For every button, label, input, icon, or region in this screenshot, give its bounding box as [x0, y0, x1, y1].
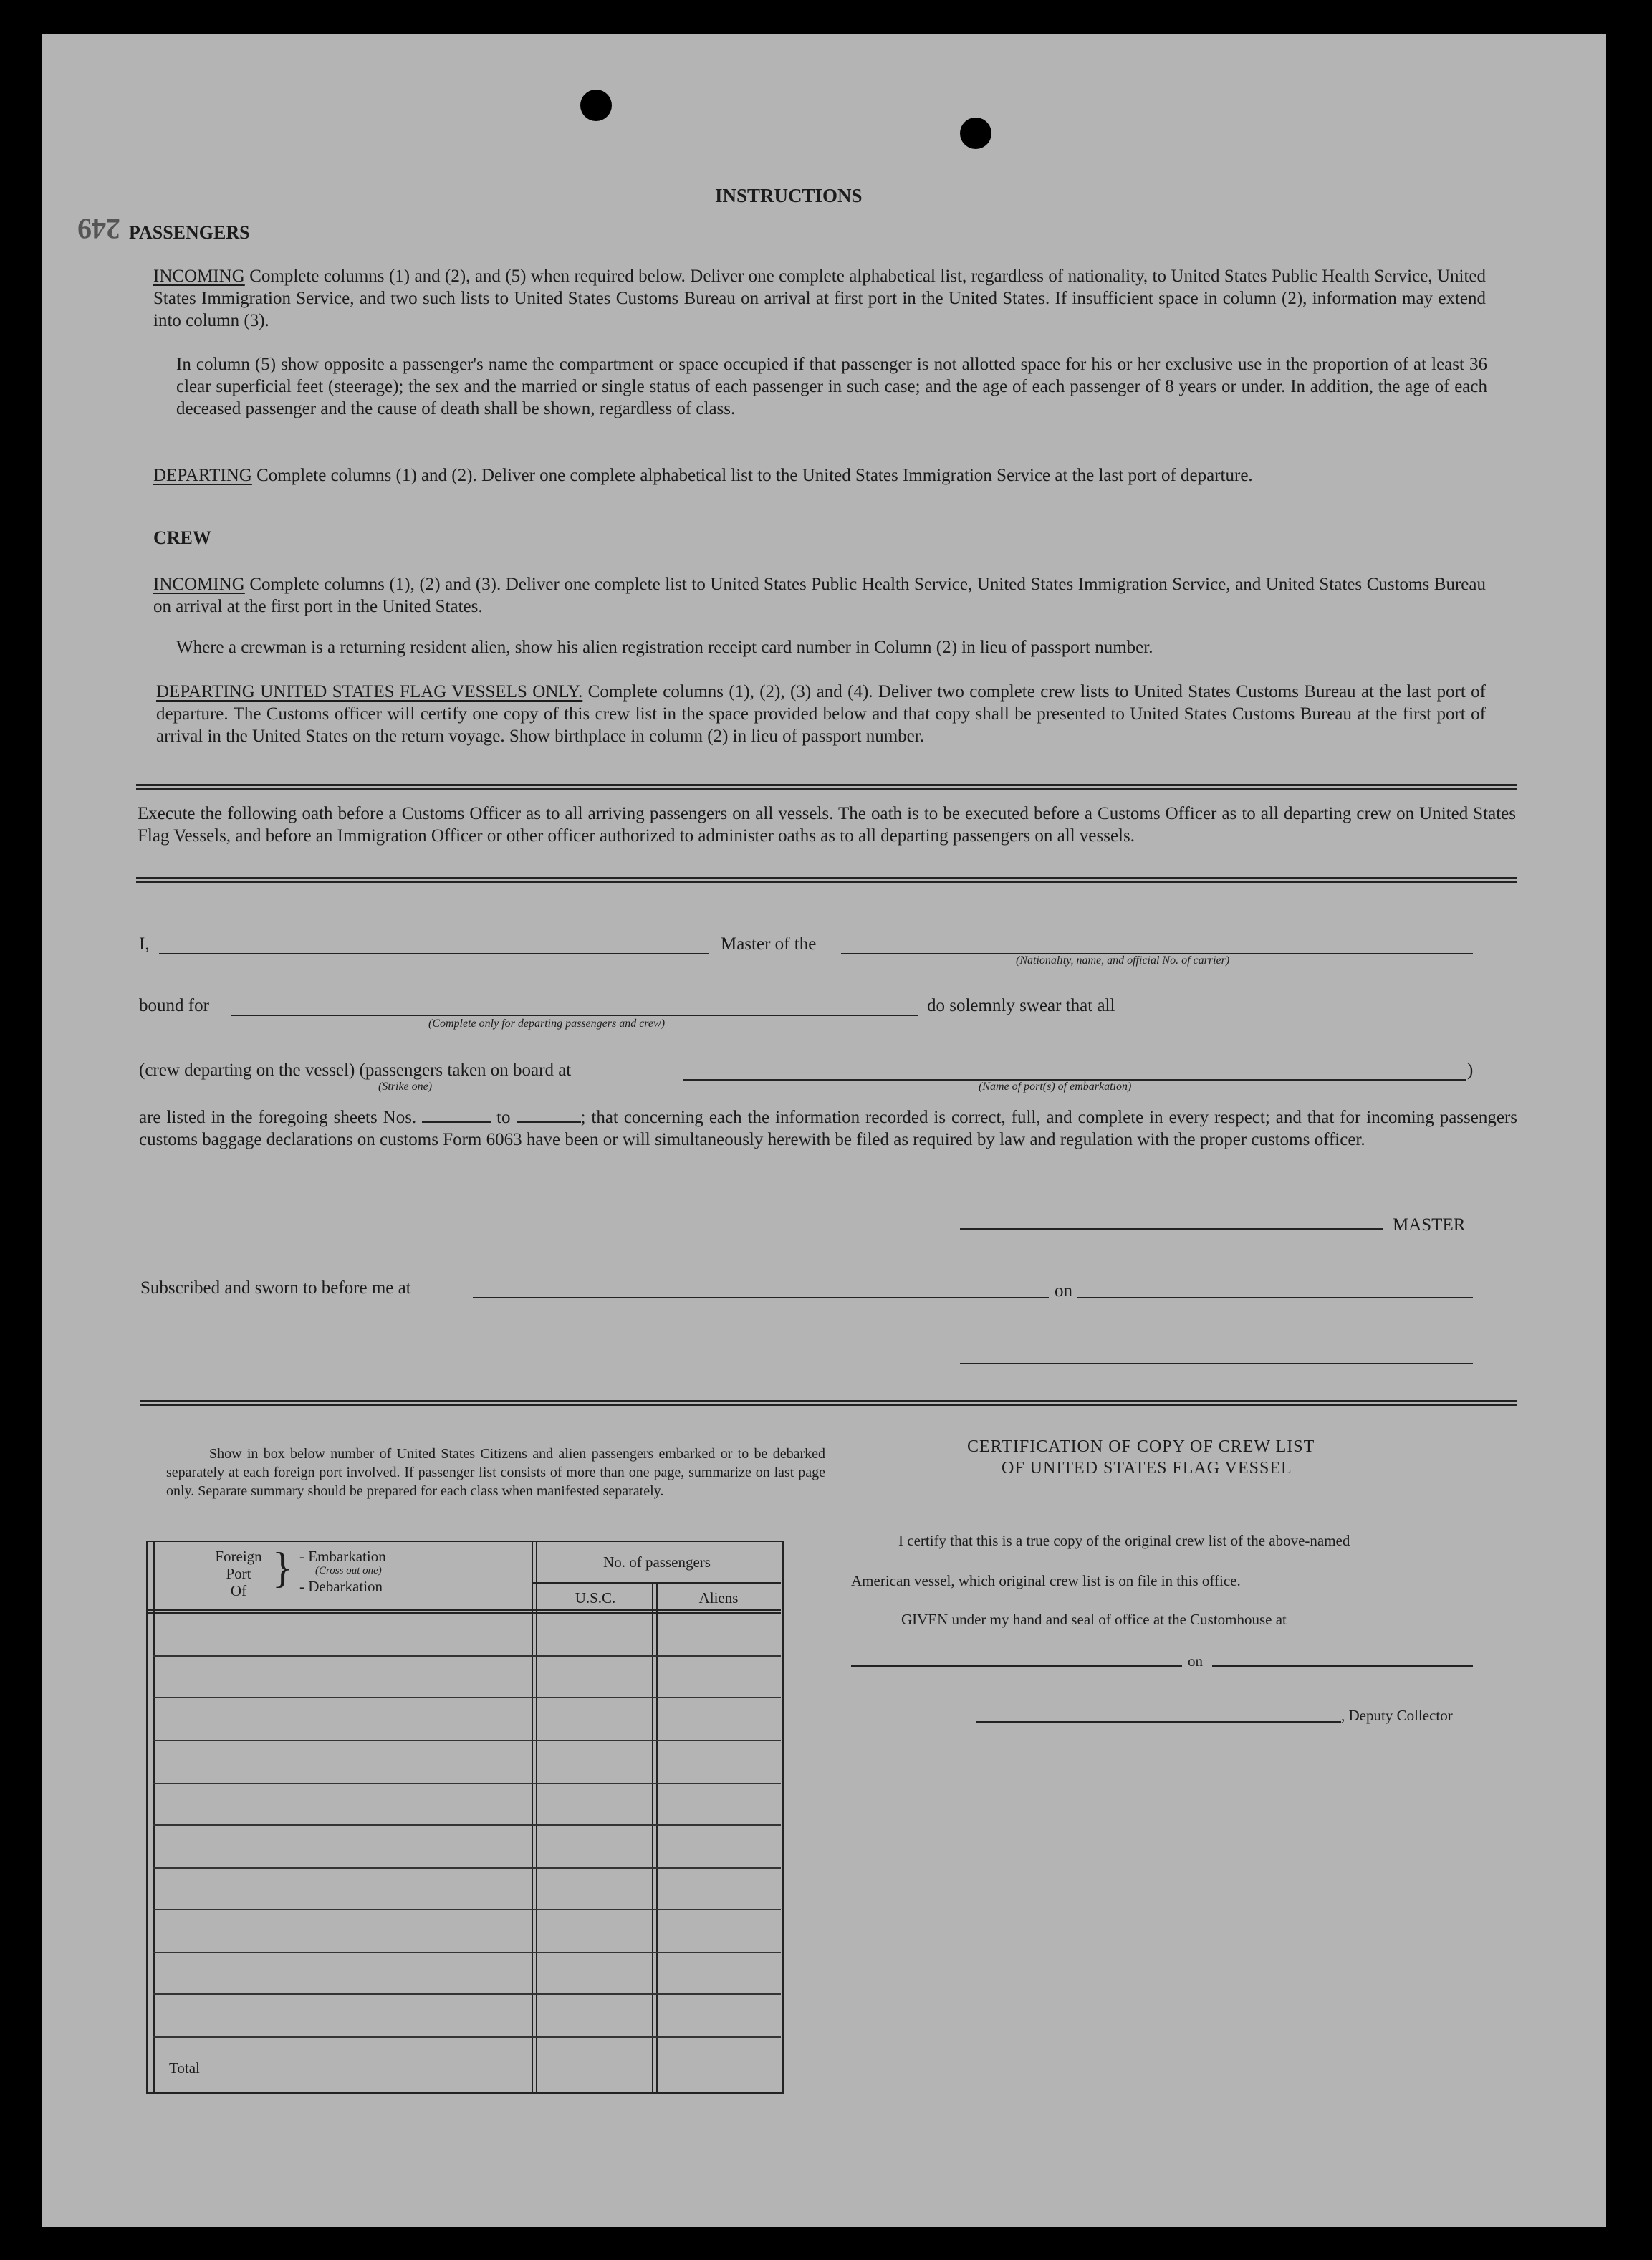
crew-departing-paragraph	[156, 681, 1486, 747]
table-row[interactable]	[153, 1697, 781, 1698]
crew-incoming-paragraph	[153, 573, 1486, 618]
subscribed-label: Subscribed and sworn to before me at	[140, 1278, 411, 1298]
oath-intro: Execute the following oath before a Customs Officer as to all arriving passengers on all vessels. The oath is to be executed before a Customs Officer as to all departing crew on United States Flag Vessels, and before an Immigration Officer or other officer authorized to administer oaths as to all departing passengers on all vessels.	[138, 804, 1516, 846]
strike-one-caption: (Strike one)	[378, 1081, 433, 1093]
passengers-incoming-label: INCOMING	[153, 267, 245, 286]
summary-instructions: Show in box below number of United States Citizens and alien passengers embarked or to be debarked separately at each foreign port involved. If passenger list consists of more than one page, summarize on last page only. Separate summary should be prepared for each class when manifested separately.	[166, 1446, 825, 1499]
subscribed-date-line	[1077, 1297, 1473, 1298]
bound-caption: (Complete only for departing passengers and crew)	[428, 1018, 666, 1030]
given-text: GIVEN under my hand and seal of office at the Customhouse at	[901, 1611, 1287, 1628]
master-signature-line	[960, 1228, 1383, 1230]
handwritten-number: 249	[77, 213, 120, 245]
document-page	[42, 34, 1606, 2227]
table-row[interactable]	[153, 1783, 781, 1784]
table-row[interactable]	[153, 1655, 781, 1657]
deputy-signature-line	[976, 1721, 1341, 1723]
table-row[interactable]	[153, 1867, 781, 1869]
master-name-line	[159, 953, 709, 954]
divider-top	[136, 784, 1517, 790]
embarkation-label: - Embarkation	[299, 1548, 386, 1565]
passengers-incoming-paragraph	[153, 265, 1486, 332]
of-word: Of	[230, 1582, 247, 1599]
table-row[interactable]	[153, 2036, 781, 2038]
table-row[interactable]	[153, 1952, 781, 1953]
certification-title-2: OF UNITED STATES FLAG VESSEL	[1002, 1459, 1292, 1478]
bound-for-line	[231, 1015, 918, 1016]
oath-i-label: I,	[139, 934, 150, 954]
aliens-header: Aliens	[698, 1589, 739, 1607]
passengers-heading: PASSENGERS	[129, 222, 250, 243]
deputy-collector-label: , Deputy Collector	[1341, 1707, 1453, 1724]
table-row[interactable]	[153, 1824, 781, 1826]
oath-crew-passengers: (crew departing on the vessel) (passengers taken on board at	[139, 1060, 572, 1080]
passengers-departing-paragraph	[153, 464, 1486, 487]
column5-paragraph: In column (5) show opposite a passenger's name the compartment or space occupied if that passenger is not allotted space for his or her exclusive use in the proportion of at least 36 clear superficial feet (steerage); the sex and the married or single status of each passenger in such case; and the age of each passenger of 8 years or under. In addition, the age of each deceased passenger and the cause of death shall be shown, regardless of class.	[176, 355, 1487, 418]
page-title: INSTRUCTIONS	[715, 185, 863, 206]
certification-on: on	[1188, 1652, 1203, 1670]
crew-departing-text: Complete columns (1), (2), (3) and (4). Deliver two complete crew lists to United States Customs Bureau at the last port of departure. The Customs officer will certify one copy of this crew list in the space provided below and that copy shall be presented to United States Customs Bureau at the first port of arrival in the United States on the return voyage. Show birthplace in column (2) in lieu of passport number.	[156, 682, 1487, 746]
punch-hole-left	[580, 90, 612, 121]
oath-to: to	[496, 1108, 511, 1127]
certification-title-1: CERTIFICATION OF COPY OF CREW LIST	[967, 1437, 1315, 1456]
oath-bound-for: bound for	[139, 996, 209, 1015]
summary-table-rows	[146, 1541, 784, 2094]
cross-out-caption: (Cross out one)	[315, 1565, 382, 1576]
divider-bottom	[140, 1400, 1517, 1406]
debarkation-label: - Debarkation	[299, 1578, 383, 1595]
crew-incoming-label: INCOMING	[153, 575, 245, 594]
no-of-passengers-header: No. of passengers	[603, 1553, 711, 1571]
foreign-word: Foreign	[215, 1548, 262, 1565]
certify-text: I certify that this is a true copy of the original crew list of the above-named	[898, 1532, 1350, 1549]
carrier-caption: (Nationality, name, and official No. of carrier)	[1016, 954, 1230, 967]
american-text: American vessel, which original crew list is on file in this office.	[851, 1572, 1241, 1589]
passengers-departing-text: Complete columns (1) and (2). Deliver one complete alphabetical list to the United States Immigration Service at the last port of departure.	[256, 466, 1253, 485]
certification-date-line	[1212, 1665, 1473, 1667]
punch-hole-right	[960, 118, 991, 149]
total-label: Total	[169, 2059, 200, 2077]
subscribed-place-line	[473, 1297, 1049, 1298]
officer-signature-line	[960, 1363, 1473, 1364]
passengers-departing-label: DEPARTING	[153, 466, 252, 485]
oath-listed-paragraph	[139, 1106, 1517, 1151]
table-row[interactable]	[153, 1909, 781, 1910]
oath-swear: do solemnly swear that all	[927, 996, 1115, 1015]
passengers-incoming-text: Complete columns (1) and (2), and (5) when required below. Deliver one complete alphabetical list, regardless of nationality, to United States Public Health Service, United States Immigration Service, and two such lists to United States Customs Bureau on arrival at first port in the United States. If insufficient space in column (2), information may extend into column (3).	[153, 267, 1487, 330]
oath-listed-prefix: are listed in the foregoing sheets Nos.	[139, 1108, 417, 1127]
foreign-port-label	[213, 1548, 264, 1599]
crew-incoming-text: Complete columns (1), (2) and (3). Deliver one complete list to United States Public Health Service, United States Immigration Service, and United States Customs Bureau on arrival at the first port in the United States.	[153, 575, 1486, 616]
table-row[interactable]	[153, 1740, 781, 1741]
oath-master-of: Master of the	[721, 934, 817, 954]
customhouse-line	[851, 1665, 1182, 1667]
table-row[interactable]	[153, 1993, 781, 1995]
divider-oath	[136, 877, 1517, 883]
master-label: MASTER	[1393, 1215, 1466, 1235]
close-paren: )	[1467, 1060, 1474, 1080]
brace: }	[272, 1544, 293, 1591]
crew-departing-label: DEPARTING UNITED STATES FLAG VESSELS ONLY.	[156, 682, 583, 702]
subscribed-on: on	[1055, 1281, 1072, 1301]
usc-header: U.S.C.	[575, 1589, 616, 1607]
port-caption: (Name of port(s) of embarkation)	[979, 1081, 1132, 1093]
port-word: Port	[226, 1565, 251, 1582]
oath-listed-rest: ; that concerning each the information recorded is correct, full, and complete in every respect; and that for incoming passengers customs baggage declarations on customs Form 6063 have been or will simultaneously herewith be filed as required by law and regulation with the proper customs officer.	[139, 1108, 1517, 1149]
crew-resident-paragraph: Where a crewman is a returning resident alien, show his alien registration receipt card number in Column (2) in lieu of passport number.	[176, 638, 1153, 657]
crew-heading: CREW	[153, 527, 211, 548]
